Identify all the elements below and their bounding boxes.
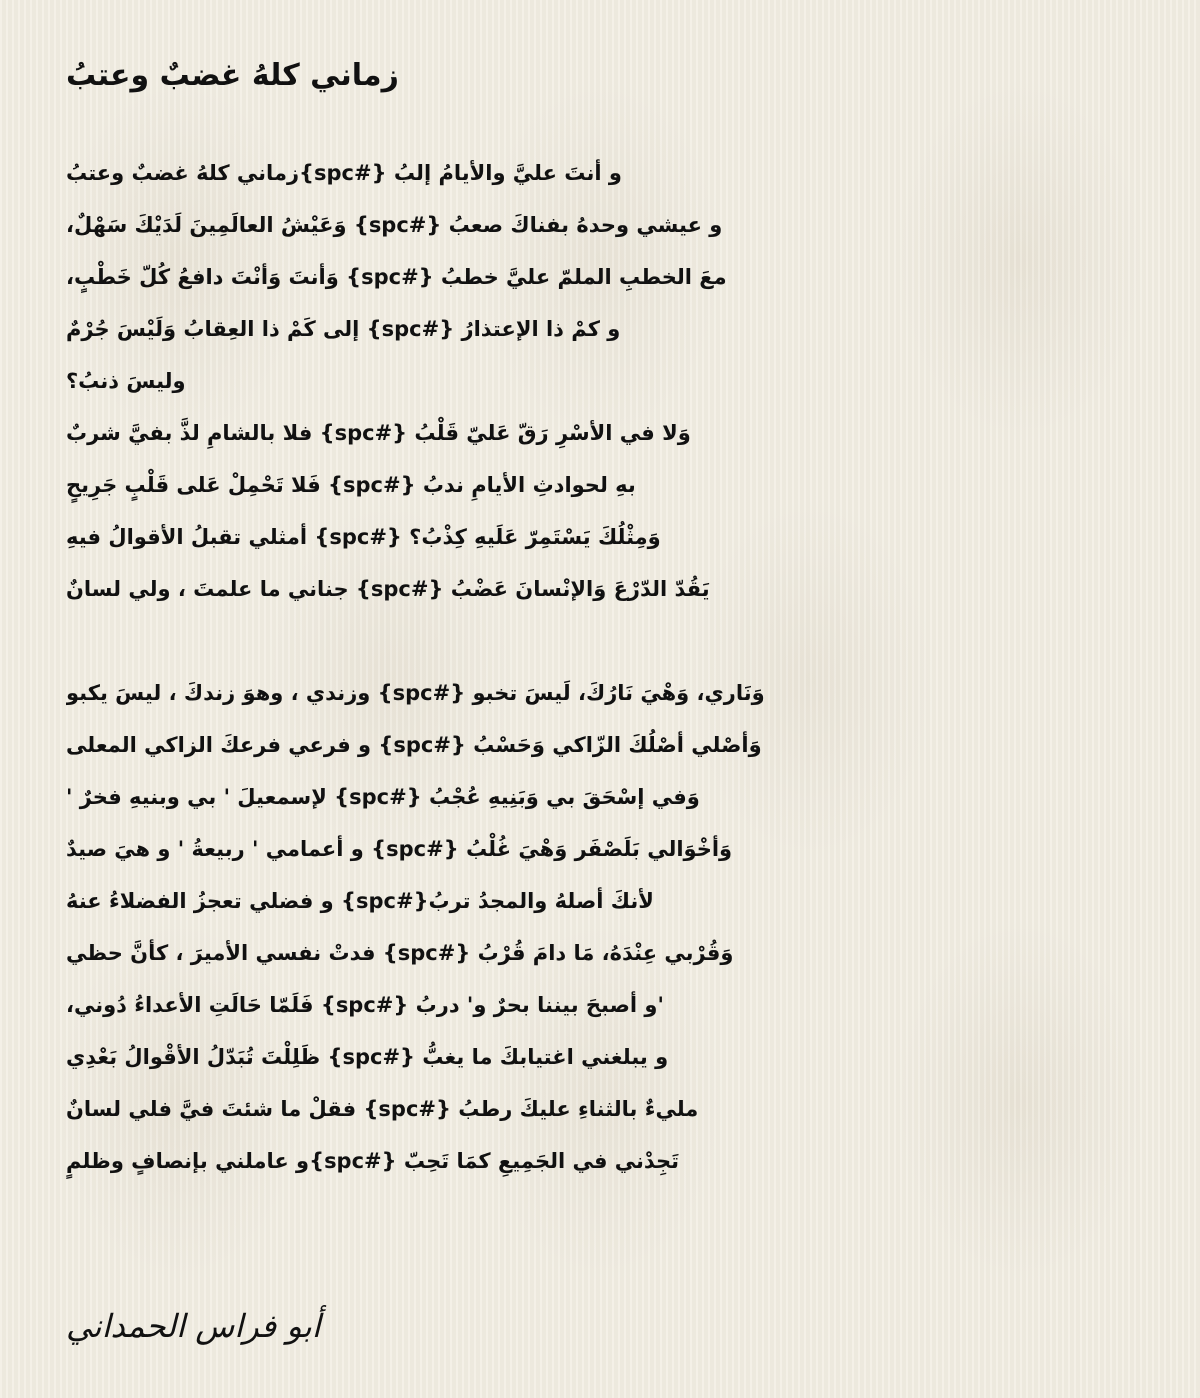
poem-verse <box>0 1031 1200 1083</box>
poet-name: أبو فراس الحمداني <box>66 1307 321 1345</box>
poem-verse <box>0 407 1200 459</box>
poem-verse <box>0 927 1200 979</box>
verse-text: و يبلغني اغتيابكَ ما يغبُّ {#spc} ظَلِلْتَ تُبَدّلُ الأقْوالُ بَعْدِي <box>66 1045 669 1069</box>
verse-text: لأنكَ أصلهُ والمجدُ تربُ{#spc} و فضلي تعجزُ الفضلاءُ عنهُ <box>66 889 654 913</box>
poem-verse <box>0 667 1200 719</box>
poem-verse <box>0 303 1200 355</box>
verse-text: و أنتَ عليَّ والأيامُ إلبُ {#spc}زماني كلهُ غضبٌ وعتبُ <box>66 161 622 185</box>
poem-verse <box>0 251 1200 303</box>
poem-verse <box>0 1135 1200 1187</box>
verse-text: وَأخْوَالي بَلَصْفَر وَهْيَ غُلْبُ {#spc} و أعمامي ' ربيعةُ ' و هيَ صيدٌ <box>66 837 733 861</box>
poem-verse <box>0 979 1200 1031</box>
verse-text: معَ الخطبِ الملمّ عليَّ خطبُ {#spc} وَأنتَ وَأنْتَ دافعُ كُلّ خَطْبٍ، <box>66 265 727 289</box>
stanza-break <box>0 615 1200 667</box>
poem-verse <box>0 147 1200 199</box>
poet-signature <box>66 1298 566 1354</box>
verse-text: وَنَاري، وَهْيَ نَارُكَ، لَيسَ تخبو {#spc} وزندي ، وهوَ زندكَ ، ليسَ يكبو <box>66 681 765 705</box>
poem-verse <box>0 199 1200 251</box>
verse-text: و عيشي وحدهُ بفناكَ صعبُ {#spc} وَعَيْشُ العالَمِينَ لَدَيْكَ سَهْلٌ، <box>66 213 723 237</box>
poem-body <box>0 147 1200 1187</box>
poem-title <box>66 50 766 102</box>
poem-title-text: زماني كلهُ غضبٌ وعتبُ <box>66 58 399 93</box>
verse-text: بهِ لحوادثِ الأيامِ ندبُ {#spc} فَلا تَحْمِلْ عَلى قَلْبٍ جَرِيحٍ <box>66 473 636 497</box>
verse-text: 'و أصبحَ بيننا بحرٌ و' دربُ {#spc} فَلَمّا حَالَتِ الأعداءُ دُوني، <box>66 993 664 1017</box>
verse-text: تَجِدْني في الجَمِيعِ كمَا تَحِبّ {#spc}و عاملني بإنصافٍ وظلمٍ <box>66 1149 680 1173</box>
verse-text: وَفي إسْحَقَ بي وَبَنِيهِ عُجْبُ {#spc} لإسمعيلَ ' بي وبنيهِ فخرٌ ' <box>66 785 700 809</box>
poem-verse <box>0 823 1200 875</box>
verse-text: يَقُدّ الدّرْعَ وَالإنْسانَ عَضْبُ {#spc} جناني ما علمتَ ، ولي لسانٌ <box>66 577 710 601</box>
poem-verse <box>0 563 1200 615</box>
poem-verse <box>0 719 1200 771</box>
verse-text: وَقُرْبي عِنْدَهُ، مَا دامَ قُرْبُ {#spc} فدتْ نفسي الأميرَ ، كأنَّ حظي <box>66 941 734 965</box>
verse-text: و كمْ ذا الإعتذارُ {#spc} إلى كَمْ ذا العِقابُ وَلَيْسَ جُرْمٌ <box>66 317 621 341</box>
verse-text: مليءٌ بالثناءِ عليكَ رطبُ {#spc} فقلْ ما شئتَ فيَّ فلي لسانٌ <box>66 1097 699 1121</box>
verse-text: وَأصْلي أصْلُكَ الزّاكي وَحَسْبُ {#spc} و فرعي فرعكَ الزاكي المعلى <box>66 733 762 757</box>
verse-text: وَلا في الأسْرِ رَقّ عَليّ قَلْبُ {#spc} فلا بالشامِ لذَّ بفيَّ شربٌ <box>66 421 691 445</box>
poem-verse <box>0 355 1200 407</box>
verse-text: وَمِثْلُكَ يَسْتَمِرّ عَلَيهِ كِذْبُ؟ {#spc} أمثلي تقبلُ الأقوالُ فيهِ <box>66 525 661 549</box>
poem-verse <box>0 771 1200 823</box>
verse-text: وليسَ ذنبُ؟ <box>66 369 186 393</box>
poem-verse <box>0 511 1200 563</box>
poem-verse <box>0 875 1200 927</box>
poem-verse <box>0 459 1200 511</box>
poem-verse <box>0 1083 1200 1135</box>
